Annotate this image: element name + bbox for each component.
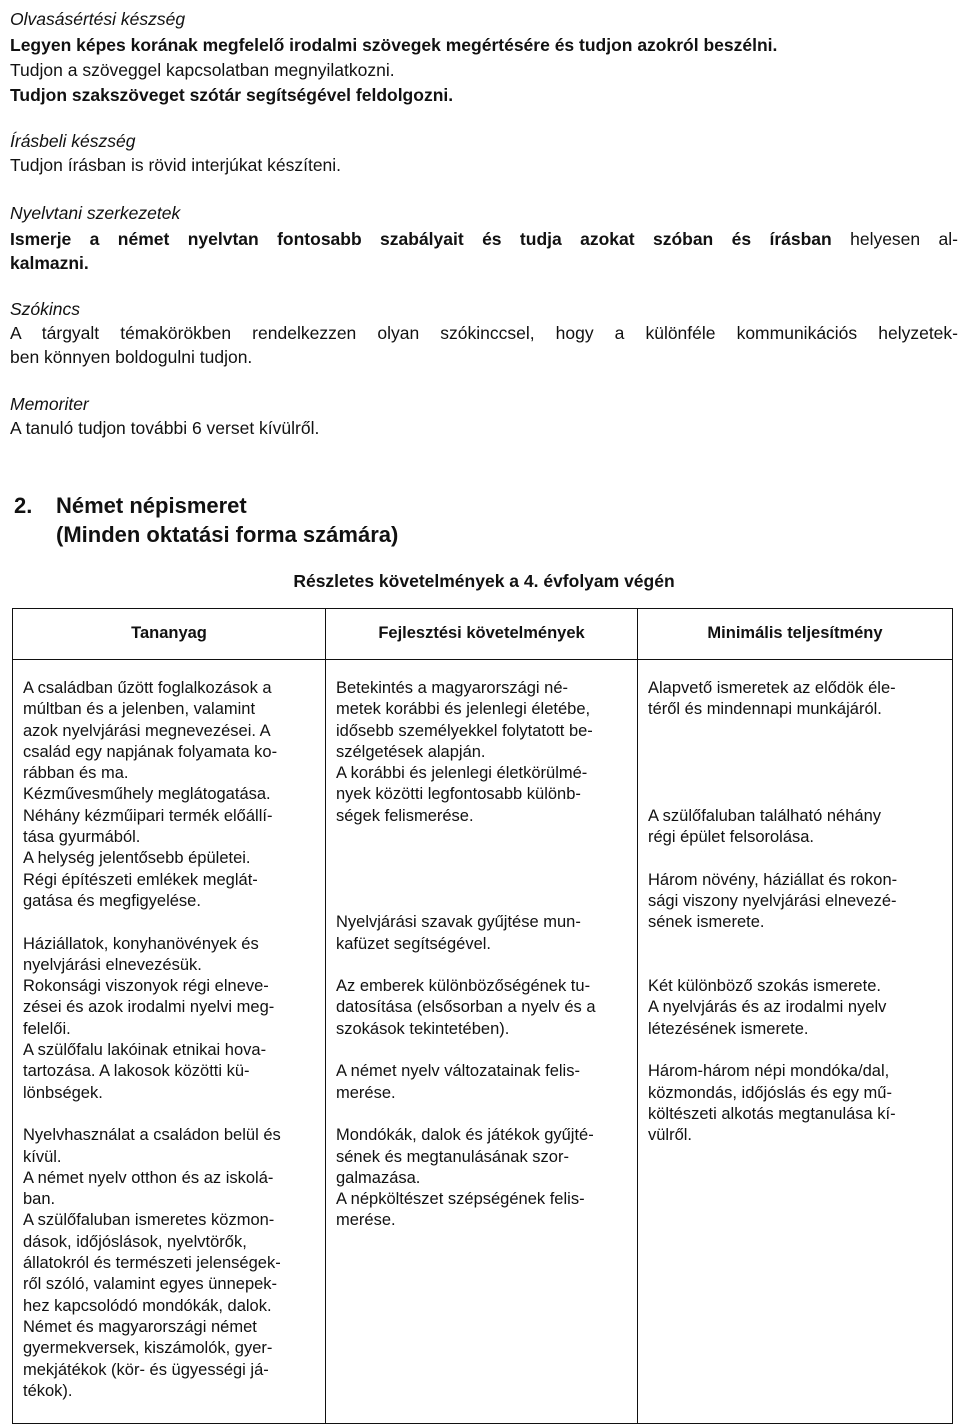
table-body-row <box>13 660 953 1424</box>
writing-requirement-1: Tudjon írásban is rövid interjúkat készíteni. <box>10 155 342 175</box>
cell-line: felelői. <box>23 1019 71 1038</box>
chapter-subtitle: (Minden oktatási forma számára) <box>56 522 399 547</box>
cell-line: Kézművesműhely meglátogatása. <box>23 785 271 804</box>
reading-requirement-1: Legyen képes korának megfelelő irodalmi szövegek megértésére és tudjon azokról beszélni. <box>10 35 778 55</box>
cell-block <box>648 1061 942 1146</box>
column-header-fejlesztesi: Fejlesztési követelmények <box>326 609 638 660</box>
cell-line: régi épület felsorolása. <box>648 828 815 847</box>
cell-line: mekjátékok (kör- és ügyességi já- <box>23 1360 269 1379</box>
cell-line: Nyelvjárási szavak gyűjtése mun- <box>336 913 581 932</box>
cell-line: sének ismerete. <box>648 913 765 932</box>
table-caption: Részletes követelmények a 4. évfolyam végén <box>293 571 675 591</box>
cell-line: vülről. <box>648 1126 693 1145</box>
cell-line: A szülőfaluban található néhány <box>648 806 882 825</box>
cell-line: A szülőfaluban ismeretes közmon- <box>23 1211 275 1230</box>
cell-block <box>23 1125 315 1402</box>
cell-block <box>648 870 942 934</box>
cell-line: létezésének ismerete. <box>648 1019 809 1038</box>
cell-line: azok nyelvjárási megnevezései. A <box>23 721 271 740</box>
cell-line: zései és azok irodalmi nyelvi meg- <box>23 998 275 1017</box>
cell-line: galmazása. <box>336 1168 421 1187</box>
column-fejlesztesi <box>326 660 638 1424</box>
cell-block <box>336 678 627 827</box>
chapter-number: 2. <box>14 493 33 518</box>
cell-line: rábban és ma. <box>23 764 129 783</box>
cell-line: Német és magyarországi német <box>23 1317 257 1336</box>
cell-line: Rokonsági viszonyok régi elneve- <box>23 977 269 996</box>
cell-line: kívül. <box>23 1147 62 1166</box>
vocab-requirement-2: ben könnyen boldogulni tudjon. <box>10 347 253 367</box>
cell-line: merése. <box>336 1083 396 1102</box>
cell-line: nyek közötti legfontosabb különb- <box>336 785 581 804</box>
column-tananyag <box>13 660 326 1424</box>
cell-line: Háziállatok, konyhanövények és <box>23 934 259 953</box>
cell-line: A nyelvjárás és az irodalmi nyelv <box>648 998 887 1017</box>
cell-line: család egy napjának folyamata ko- <box>23 742 278 761</box>
cell-line: Mondókák, dalok és játékok gyűjté- <box>336 1126 594 1145</box>
cell-line: dások, időjóslások, nyelvtörők, <box>23 1232 247 1251</box>
cell-line: A népköltészet szépségének felis- <box>336 1190 585 1209</box>
cell-line: tása gyurmából. <box>23 828 141 847</box>
cell-line: A családban űzött foglalkozások a <box>23 679 272 697</box>
cell-line: költészeti alkotás megtanulása kí- <box>648 1104 896 1123</box>
cell-line: hez kapcsolódó mondókák, dalok. <box>23 1296 272 1315</box>
cell-line: merése. <box>336 1211 396 1230</box>
grammar-requirement-rest: helyesen al- <box>831 229 958 249</box>
chapter-title: Német népismeret <box>56 493 247 518</box>
cell-line: ről szóló, valamint egyes ünnepek- <box>23 1275 278 1294</box>
cell-line: sági viszony nyelvjárási elnevezé- <box>648 891 897 910</box>
cell-block <box>648 678 942 721</box>
section-heading-reading: Olvasásértési készség <box>10 9 186 29</box>
requirements-table <box>12 608 953 1424</box>
cell-line: Két különböző szokás ismerete. <box>648 977 881 996</box>
cell-line: nyelvjárási elnevezésük. <box>23 955 202 974</box>
cell-line: Nyelvhasználat a családon belül és <box>23 1126 281 1145</box>
cell-block <box>336 1125 627 1231</box>
cell-line: múltban és a jelenben, valamint <box>23 700 256 719</box>
section-heading-vocab: Szókincs <box>10 299 81 319</box>
cell-line: A német nyelv változatainak felis- <box>336 1062 580 1081</box>
cell-line: A helység jelentősebb épületei. <box>23 849 251 868</box>
cell-line: tékok). <box>23 1381 73 1400</box>
grammar-requirement-line-1 <box>10 228 958 251</box>
cell-line: idősebb személyekkel folytatott be- <box>336 721 593 740</box>
cell-line: közmondás, időjóslás és egy mű- <box>648 1083 892 1102</box>
cell-block <box>648 976 942 1040</box>
chapter-title-line-1 <box>14 490 247 521</box>
cell-line: ségek felismerése. <box>336 806 474 825</box>
grammar-requirement-bold: Ismerje a német nyelvtan fontosabb szabályait és tudja azokat szóban és írásban <box>10 229 832 249</box>
table-header-row <box>13 609 953 660</box>
cell-line: tartozása. A lakosok közötti kü- <box>23 1062 250 1081</box>
cell-line: szokások tekintetében). <box>336 1019 510 1038</box>
cell-block <box>336 912 627 955</box>
cell-line: Három növény, háziállat és rokon- <box>648 870 898 889</box>
cell-line: Régi építészeti emlékek meglát- <box>23 870 258 889</box>
reading-requirement-3: Tudjon szakszöveget szótár segítségével feldolgozni. <box>10 85 454 105</box>
cell-line: lönbségek. <box>23 1083 103 1102</box>
cell-block <box>23 934 315 1104</box>
cell-line: Alapvető ismeretek az elődök éle- <box>648 679 896 697</box>
grammar-requirement-line-2: kalmazni. <box>10 253 89 273</box>
cell-line: Három-három népi mondóka/dal, <box>648 1062 890 1081</box>
cell-line: A német nyelv otthon és az iskolá- <box>23 1168 274 1187</box>
cell-line: sének és megtanulásának szor- <box>336 1147 569 1166</box>
cell-line: gyermekversek, kiszámolók, gyer- <box>23 1339 273 1358</box>
section-heading-memoriter: Memoriter <box>10 394 89 414</box>
cell-line: Betekintés a magyarországi né- <box>336 679 569 697</box>
column-minimalis <box>638 660 953 1424</box>
cell-line: A korábbi és jelenlegi életkörülmé- <box>336 764 588 783</box>
memoriter-requirement-1: A tanuló tudjon további 6 verset kívülről. <box>10 418 320 438</box>
cell-line: Az emberek különbözőségének tu- <box>336 977 591 996</box>
cell-block <box>23 678 315 912</box>
cell-line: szélgetések alapján. <box>336 742 486 761</box>
cell-line: A szülőfalu lakóinak etnikai hova- <box>23 1041 267 1060</box>
cell-line: kafüzet segítségével. <box>336 934 492 953</box>
vocab-requirement-1: A tárgyalt témakörökben rendelkezzen olyan szókinccsel, hogy a különféle kommunikációs helyzetek- <box>10 323 958 343</box>
cell-block <box>336 1061 627 1104</box>
cell-line: metek korábbi és jelenlegi életébe, <box>336 700 591 719</box>
cell-line: datosítása (elsősorban a nyelv és a <box>336 998 596 1017</box>
cell-line: téről és mindennapi munkájáról. <box>648 700 882 719</box>
column-header-tananyag: Tananyag <box>13 609 326 660</box>
section-heading-grammar: Nyelvtani szerkezetek <box>10 203 181 223</box>
cell-block <box>336 976 627 1040</box>
cell-line: ban. <box>23 1190 56 1209</box>
column-header-minimalis: Minimális teljesítmény <box>638 609 953 660</box>
cell-line: Néhány kézműipari termék előállí- <box>23 806 273 825</box>
cell-line: gatása és megfigyelése. <box>23 891 201 910</box>
cell-block <box>648 806 942 849</box>
reading-requirement-2: Tudjon a szöveggel kapcsolatban megnyilatkozni. <box>10 60 395 80</box>
section-heading-writing: Írásbeli készség <box>10 131 136 151</box>
cell-line: állatokról és természeti jelenségek- <box>23 1254 281 1273</box>
